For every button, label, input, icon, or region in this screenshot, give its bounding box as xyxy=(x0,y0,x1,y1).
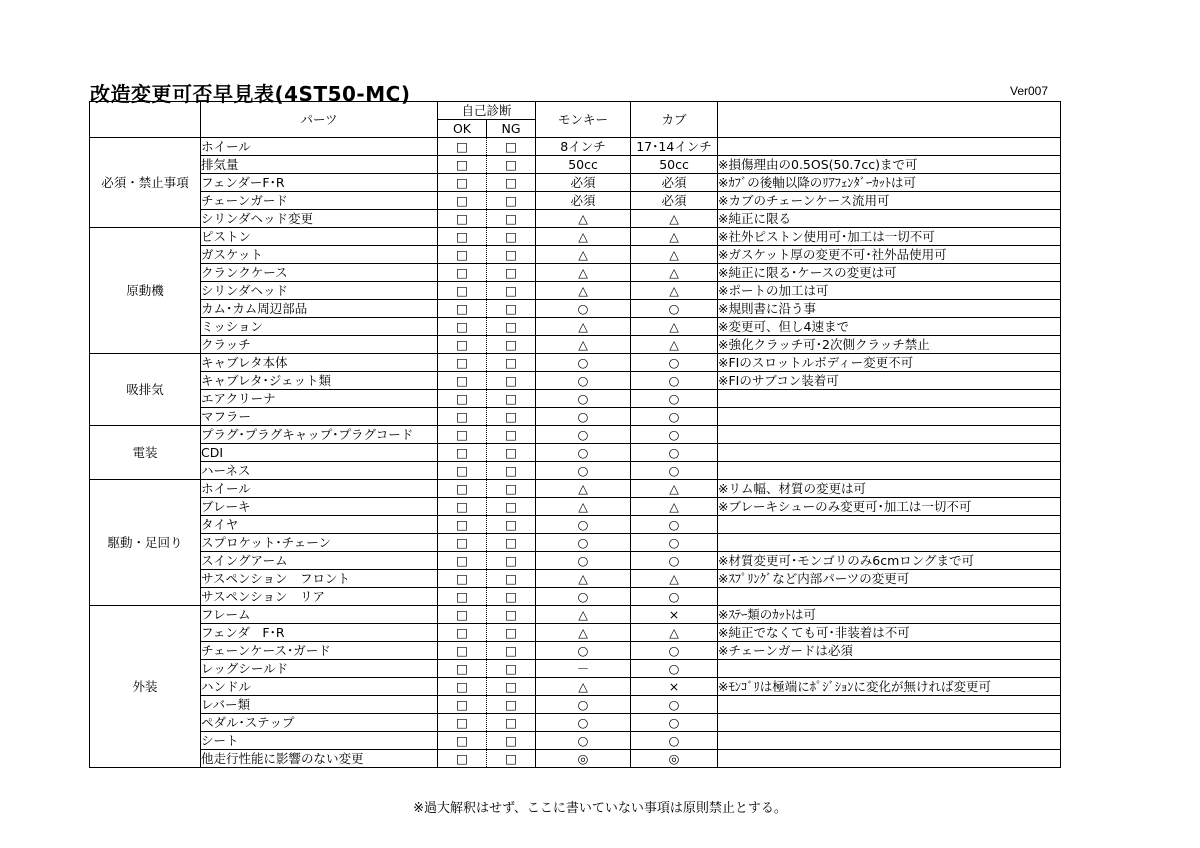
ng-checkbox: □ xyxy=(487,534,536,552)
note-cell: ※変更可、但し4速まで xyxy=(718,318,1061,336)
monkey-value-cell: ○ xyxy=(536,588,631,606)
monkey-value-cell: ○ xyxy=(536,300,631,318)
cub-value-cell: ○ xyxy=(631,390,718,408)
table-row xyxy=(90,282,1061,300)
header-notes-blank xyxy=(718,102,1061,138)
ok-checkbox: □ xyxy=(438,660,487,678)
part-name-cell: サスペンション リア xyxy=(201,588,438,606)
ok-checkbox: □ xyxy=(438,462,487,480)
category-cell: 吸排気 xyxy=(90,354,201,426)
part-name-cell: プラグ･プラグキャップ･プラグコード xyxy=(201,426,438,444)
part-name-cell: クラッチ xyxy=(201,336,438,354)
ng-checkbox: □ xyxy=(487,750,536,768)
table-row xyxy=(90,174,1061,192)
part-name-cell: サスペンション フロント xyxy=(201,570,438,588)
cub-value-cell: ○ xyxy=(631,426,718,444)
note-cell xyxy=(718,534,1061,552)
table-row xyxy=(90,678,1061,696)
cub-value-cell: △ xyxy=(631,228,718,246)
note-cell: ※カブのチェーンケース流用可 xyxy=(718,192,1061,210)
part-name-cell: レッグシールド xyxy=(201,660,438,678)
monkey-value-cell: △ xyxy=(536,336,631,354)
header-self-check: 自己診断 xyxy=(438,102,536,120)
table-row xyxy=(90,750,1061,768)
ng-checkbox: □ xyxy=(487,588,536,606)
table-row xyxy=(90,534,1061,552)
ng-checkbox: □ xyxy=(487,498,536,516)
note-cell: ※ﾓﾝｺﾞﾘは極端にﾎﾟｼﾞｼｮﾝに変化が無ければ変更可 xyxy=(718,678,1061,696)
ok-checkbox: □ xyxy=(438,336,487,354)
note-cell: ※ポートの加工は可 xyxy=(718,282,1061,300)
ok-checkbox: □ xyxy=(438,174,487,192)
ng-checkbox: □ xyxy=(487,660,536,678)
monkey-value-cell: △ xyxy=(536,228,631,246)
part-name-cell: ブレーキ xyxy=(201,498,438,516)
part-name-cell: ホイール xyxy=(201,480,438,498)
part-name-cell: スプロケット･チェーン xyxy=(201,534,438,552)
ok-checkbox: □ xyxy=(438,750,487,768)
cub-value-cell: △ xyxy=(631,282,718,300)
note-cell: ※FIのスロットルボディー変更不可 xyxy=(718,354,1061,372)
cub-value-cell: × xyxy=(631,606,718,624)
part-name-cell: シリンダヘッド xyxy=(201,282,438,300)
note-cell: ※純正に限る xyxy=(718,210,1061,228)
cub-value-cell: ○ xyxy=(631,714,718,732)
ok-checkbox: □ xyxy=(438,264,487,282)
part-name-cell: レバー類 xyxy=(201,696,438,714)
cub-value-cell: ○ xyxy=(631,552,718,570)
part-name-cell: ハンドル xyxy=(201,678,438,696)
table-row xyxy=(90,408,1061,426)
ok-checkbox: □ xyxy=(438,714,487,732)
monkey-value-cell: ◎ xyxy=(536,750,631,768)
monkey-value-cell: ○ xyxy=(536,354,631,372)
ok-checkbox: □ xyxy=(438,318,487,336)
monkey-value-cell: ○ xyxy=(536,426,631,444)
part-name-cell: ガスケット xyxy=(201,246,438,264)
ng-checkbox: □ xyxy=(487,606,536,624)
monkey-value-cell: △ xyxy=(536,678,631,696)
monkey-value-cell: 必須 xyxy=(536,174,631,192)
ok-checkbox: □ xyxy=(438,408,487,426)
note-cell: ※純正でなくても可･非装着は不可 xyxy=(718,624,1061,642)
category-cell: 電装 xyxy=(90,426,201,480)
note-cell xyxy=(718,714,1061,732)
cub-value-cell: ○ xyxy=(631,408,718,426)
table-body xyxy=(90,138,1061,768)
note-cell: ※ｽﾌﾟﾘﾝｸﾞなど内部パーツの変更可 xyxy=(718,570,1061,588)
monkey-value-cell: △ xyxy=(536,498,631,516)
part-name-cell: フレーム xyxy=(201,606,438,624)
cub-value-cell: ○ xyxy=(631,534,718,552)
table-row xyxy=(90,318,1061,336)
cub-value-cell: ○ xyxy=(631,354,718,372)
table-row xyxy=(90,336,1061,354)
note-cell: ※規則書に沿う事 xyxy=(718,300,1061,318)
part-name-cell: ペダル･ステップ xyxy=(201,714,438,732)
note-cell xyxy=(718,138,1061,156)
part-name-cell: フェンダーF･R xyxy=(201,174,438,192)
table-row xyxy=(90,660,1061,678)
monkey-value-cell: ○ xyxy=(536,696,631,714)
note-cell xyxy=(718,750,1061,768)
cub-value-cell: ○ xyxy=(631,660,718,678)
ng-checkbox: □ xyxy=(487,390,536,408)
part-name-cell: シート xyxy=(201,732,438,750)
ng-checkbox: □ xyxy=(487,480,536,498)
ok-checkbox: □ xyxy=(438,192,487,210)
table-row xyxy=(90,372,1061,390)
part-name-cell: シリンダヘッド変更 xyxy=(201,210,438,228)
category-cell: 外装 xyxy=(90,606,201,768)
part-name-cell: ホイール xyxy=(201,138,438,156)
monkey-value-cell: ○ xyxy=(536,534,631,552)
table-row xyxy=(90,228,1061,246)
monkey-value-cell: △ xyxy=(536,570,631,588)
part-name-cell: タイヤ xyxy=(201,516,438,534)
ok-checkbox: □ xyxy=(438,246,487,264)
cub-value-cell: 17･14インチ xyxy=(631,138,718,156)
ng-checkbox: □ xyxy=(487,318,536,336)
monkey-value-cell: 8インチ xyxy=(536,138,631,156)
cub-value-cell: ○ xyxy=(631,462,718,480)
note-cell: ※ガスケット厚の変更不可･社外品使用可 xyxy=(718,246,1061,264)
cub-value-cell: △ xyxy=(631,570,718,588)
table-row xyxy=(90,642,1061,660)
modification-table xyxy=(89,101,1061,768)
part-name-cell: フェンダ F･R xyxy=(201,624,438,642)
cub-value-cell: ○ xyxy=(631,516,718,534)
part-name-cell: カム･カム周辺部品 xyxy=(201,300,438,318)
table-row xyxy=(90,300,1061,318)
table-row xyxy=(90,192,1061,210)
cub-value-cell: 50cc xyxy=(631,156,718,174)
header-ok: OK xyxy=(438,120,487,138)
note-cell xyxy=(718,444,1061,462)
ng-checkbox: □ xyxy=(487,462,536,480)
cub-value-cell: △ xyxy=(631,480,718,498)
ok-checkbox: □ xyxy=(438,390,487,408)
note-cell: ※ｶﾌﾞの後軸以降のﾘｱﾌｪﾝﾀﾞｰｶｯﾄは可 xyxy=(718,174,1061,192)
ok-checkbox: □ xyxy=(438,282,487,300)
note-cell: ※損傷理由の0.5OS(50.7cc)まで可 xyxy=(718,156,1061,174)
ok-checkbox: □ xyxy=(438,732,487,750)
part-name-cell: キャブレタ･ジェット類 xyxy=(201,372,438,390)
note-cell xyxy=(718,516,1061,534)
monkey-value-cell: ○ xyxy=(536,552,631,570)
cub-value-cell: △ xyxy=(631,246,718,264)
ok-checkbox: □ xyxy=(438,480,487,498)
note-cell: ※リム幅、材質の変更は可 xyxy=(718,480,1061,498)
cub-value-cell: △ xyxy=(631,624,718,642)
cub-value-cell: ○ xyxy=(631,372,718,390)
cub-value-cell: × xyxy=(631,678,718,696)
ok-checkbox: □ xyxy=(438,534,487,552)
ok-checkbox: □ xyxy=(438,444,487,462)
cub-value-cell: 必須 xyxy=(631,174,718,192)
footer-note: ※過大解釈はせず、ここに書いていない事項は原則禁止とする。 xyxy=(413,801,787,816)
ng-checkbox: □ xyxy=(487,156,536,174)
cub-value-cell: ○ xyxy=(631,588,718,606)
header-monkey: モンキー xyxy=(536,102,631,138)
ok-checkbox: □ xyxy=(438,570,487,588)
cub-value-cell: ◎ xyxy=(631,750,718,768)
note-cell xyxy=(718,390,1061,408)
category-cell: 必須・禁止事項 xyxy=(90,138,201,228)
cub-value-cell: △ xyxy=(631,318,718,336)
table-row xyxy=(90,138,1061,156)
ok-checkbox: □ xyxy=(438,372,487,390)
part-name-cell: エアクリーナ xyxy=(201,390,438,408)
ok-checkbox: □ xyxy=(438,354,487,372)
monkey-value-cell: 50cc xyxy=(536,156,631,174)
monkey-value-cell: △ xyxy=(536,624,631,642)
ng-checkbox: □ xyxy=(487,264,536,282)
part-name-cell: スイングアーム xyxy=(201,552,438,570)
ok-checkbox: □ xyxy=(438,498,487,516)
monkey-value-cell: ○ xyxy=(536,462,631,480)
cub-value-cell: △ xyxy=(631,210,718,228)
table-row xyxy=(90,498,1061,516)
part-name-cell: ミッション xyxy=(201,318,438,336)
table-row xyxy=(90,462,1061,480)
note-cell: ※FIのサブコン装着可 xyxy=(718,372,1061,390)
header-category-blank xyxy=(90,102,201,138)
table-header xyxy=(90,102,1061,138)
note-cell xyxy=(718,426,1061,444)
ng-checkbox: □ xyxy=(487,192,536,210)
monkey-value-cell: △ xyxy=(536,264,631,282)
table-row xyxy=(90,480,1061,498)
part-name-cell: マフラー xyxy=(201,408,438,426)
cub-value-cell: ○ xyxy=(631,300,718,318)
ng-checkbox: □ xyxy=(487,246,536,264)
ok-checkbox: □ xyxy=(438,138,487,156)
table-row xyxy=(90,426,1061,444)
monkey-value-cell: ○ xyxy=(536,408,631,426)
ok-checkbox: □ xyxy=(438,588,487,606)
ng-checkbox: □ xyxy=(487,174,536,192)
part-name-cell: チェーンケース･ガード xyxy=(201,642,438,660)
ng-checkbox: □ xyxy=(487,300,536,318)
monkey-value-cell: ○ xyxy=(536,372,631,390)
table-row xyxy=(90,156,1061,174)
ok-checkbox: □ xyxy=(438,210,487,228)
table-row xyxy=(90,516,1061,534)
category-cell: 駆動・足回り xyxy=(90,480,201,606)
cub-value-cell: △ xyxy=(631,264,718,282)
header-cub: カブ xyxy=(631,102,718,138)
ng-checkbox: □ xyxy=(487,552,536,570)
table-row xyxy=(90,624,1061,642)
table-row xyxy=(90,732,1061,750)
ok-checkbox: □ xyxy=(438,678,487,696)
ng-checkbox: □ xyxy=(487,570,536,588)
monkey-value-cell: ○ xyxy=(536,516,631,534)
note-cell: ※材質変更可･モンゴリのみ6cmロングまで可 xyxy=(718,552,1061,570)
ok-checkbox: □ xyxy=(438,642,487,660)
ng-checkbox: □ xyxy=(487,444,536,462)
table-row xyxy=(90,606,1061,624)
part-name-cell: CDI xyxy=(201,444,438,462)
cub-value-cell: ○ xyxy=(631,696,718,714)
ok-checkbox: □ xyxy=(438,300,487,318)
monkey-value-cell: － xyxy=(536,660,631,678)
table-row xyxy=(90,588,1061,606)
monkey-value-cell: △ xyxy=(536,282,631,300)
monkey-value-cell: △ xyxy=(536,606,631,624)
note-cell xyxy=(718,732,1061,750)
table-row xyxy=(90,390,1061,408)
cub-value-cell: ○ xyxy=(631,642,718,660)
part-name-cell: 排気量 xyxy=(201,156,438,174)
monkey-value-cell: △ xyxy=(536,246,631,264)
part-name-cell: クランクケース xyxy=(201,264,438,282)
note-cell xyxy=(718,462,1061,480)
table-row xyxy=(90,444,1061,462)
table-row xyxy=(90,714,1061,732)
part-name-cell: ハーネス xyxy=(201,462,438,480)
part-name-cell: ピストン xyxy=(201,228,438,246)
note-cell xyxy=(718,660,1061,678)
ng-checkbox: □ xyxy=(487,426,536,444)
ng-checkbox: □ xyxy=(487,696,536,714)
ng-checkbox: □ xyxy=(487,228,536,246)
table-row xyxy=(90,210,1061,228)
monkey-value-cell: △ xyxy=(536,480,631,498)
cub-value-cell: △ xyxy=(631,498,718,516)
note-cell xyxy=(718,696,1061,714)
category-cell: 原動機 xyxy=(90,228,201,354)
note-cell: ※ブレーキシューのみ変更可･加工は一切不可 xyxy=(718,498,1061,516)
ok-checkbox: □ xyxy=(438,426,487,444)
table-row xyxy=(90,696,1061,714)
table-row xyxy=(90,552,1061,570)
cub-value-cell: 必須 xyxy=(631,192,718,210)
ok-checkbox: □ xyxy=(438,606,487,624)
note-cell: ※強化クラッチ可･2次側クラッチ禁止 xyxy=(718,336,1061,354)
monkey-value-cell: ○ xyxy=(536,390,631,408)
ng-checkbox: □ xyxy=(487,624,536,642)
monkey-value-cell: △ xyxy=(536,318,631,336)
ng-checkbox: □ xyxy=(487,354,536,372)
ng-checkbox: □ xyxy=(487,138,536,156)
monkey-value-cell: ○ xyxy=(536,714,631,732)
ng-checkbox: □ xyxy=(487,336,536,354)
table-row xyxy=(90,246,1061,264)
note-cell: ※チェーンガードは必須 xyxy=(718,642,1061,660)
ng-checkbox: □ xyxy=(487,732,536,750)
cub-value-cell: ○ xyxy=(631,444,718,462)
monkey-value-cell: 必須 xyxy=(536,192,631,210)
note-cell xyxy=(718,408,1061,426)
ok-checkbox: □ xyxy=(438,228,487,246)
page-title: 改造変更可否早見表(4ST50-MC) xyxy=(90,82,411,106)
ng-checkbox: □ xyxy=(487,210,536,228)
ng-checkbox: □ xyxy=(487,516,536,534)
ng-checkbox: □ xyxy=(487,282,536,300)
note-cell xyxy=(718,588,1061,606)
ok-checkbox: □ xyxy=(438,156,487,174)
ng-checkbox: □ xyxy=(487,408,536,426)
monkey-value-cell: ○ xyxy=(536,732,631,750)
note-cell: ※ｽﾃｰ類のｶｯﾄは可 xyxy=(718,606,1061,624)
part-name-cell: チェーンガード xyxy=(201,192,438,210)
ok-checkbox: □ xyxy=(438,516,487,534)
monkey-value-cell: ○ xyxy=(536,444,631,462)
ok-checkbox: □ xyxy=(438,696,487,714)
note-cell: ※純正に限る･ケースの変更は可 xyxy=(718,264,1061,282)
ng-checkbox: □ xyxy=(487,714,536,732)
header-ng: NG xyxy=(487,120,536,138)
header-parts: パーツ xyxy=(201,102,438,138)
table-row xyxy=(90,354,1061,372)
ok-checkbox: □ xyxy=(438,552,487,570)
ng-checkbox: □ xyxy=(487,642,536,660)
table-row xyxy=(90,570,1061,588)
ng-checkbox: □ xyxy=(487,678,536,696)
cub-value-cell: △ xyxy=(631,336,718,354)
part-name-cell: 他走行性能に影響のない変更 xyxy=(201,750,438,768)
ok-checkbox: □ xyxy=(438,624,487,642)
table-row xyxy=(90,264,1061,282)
monkey-value-cell: △ xyxy=(536,210,631,228)
part-name-cell: キャブレタ本体 xyxy=(201,354,438,372)
monkey-value-cell: ○ xyxy=(536,642,631,660)
ng-checkbox: □ xyxy=(487,372,536,390)
note-cell: ※社外ピストン使用可･加工は一切不可 xyxy=(718,228,1061,246)
version-label: Ver007 xyxy=(1010,84,1049,98)
cub-value-cell: ○ xyxy=(631,732,718,750)
